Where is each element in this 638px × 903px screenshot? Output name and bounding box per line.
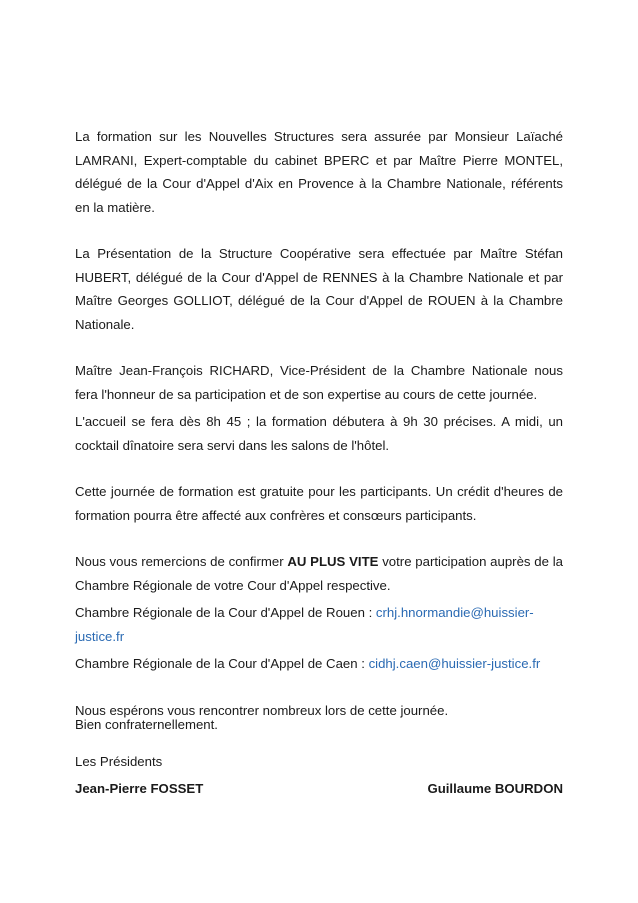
paragraph-presentation: La Présentation de la Structure Coopérative sera effectuée par Maître Stéfan HUBERT, délégué de la Cour d'Appel de RENNES à la Chambre Nationale et par Maître Georges GOLLIOT, délégué de la Cour d'Appel de ROUEN à la Chambre Nationale.	[75, 246, 563, 332]
contact-rouen	[75, 601, 563, 648]
paragraph-confirmation	[75, 550, 563, 597]
confirmation-emphasis: AU PLUS VITE	[287, 554, 379, 569]
paragraph-accueil: L'accueil se fera dès 8h 45 ; la formation débutera à 9h 30 précises. A midi, un cocktail dînatoire sera servi dans les salons de l'hôtel.	[75, 414, 563, 453]
signature-right: Guillaume BOURDON	[427, 781, 563, 796]
signature-block	[75, 777, 563, 800]
closing-line-1: Nous espérons vous rencontrer nombreux lors de cette journée.	[75, 702, 449, 718]
signature-left: Jean-Pierre FOSSET	[75, 781, 204, 796]
paragraph-gratuite: Cette journée de formation est gratuite pour les participants. Un crédit d'heures de formation pourra être affecté aux confrères et consœurs participants.	[75, 484, 563, 523]
presidents-label: Les Présidents	[75, 753, 163, 769]
contact-rouen-label: Chambre Régionale de la Cour d'Appel de Rouen :	[75, 605, 376, 620]
confirmation-text-end: votre participation auprès de la Chambre Régionale de votre Cour d'Appel respective.	[75, 554, 563, 593]
contact-caen	[75, 652, 563, 676]
contact-rouen-email[interactable]: crhj.hnormandie@huissier-justice.fr	[75, 605, 534, 644]
paragraph-richard: Maître Jean-François RICHARD, Vice-Président de la Chambre Nationale nous fera l'honneur de sa participation et de son expertise au cours de cette journée.	[75, 363, 563, 402]
contact-caen-email[interactable]: cidhj.caen@huissier-justice.fr	[368, 656, 541, 671]
contact-caen-label: Chambre Régionale de la Cour d'Appel de Caen :	[75, 656, 369, 671]
paragraph-formation: La formation sur les Nouvelles Structures sera assurée par Monsieur Laïaché LAMRANI, Expert-comptable du cabinet BPERC et par Maître Pierre MONTEL, délégué de la Cour d'Appel d'Aix en Provence à la Chambre Nationale, référents en la matière.	[75, 129, 563, 215]
closing-line-2: Bien confraternellement.	[75, 716, 218, 732]
confirmation-text-start: Nous vous remercions de confirmer	[75, 554, 288, 569]
document-page	[75, 125, 563, 800]
